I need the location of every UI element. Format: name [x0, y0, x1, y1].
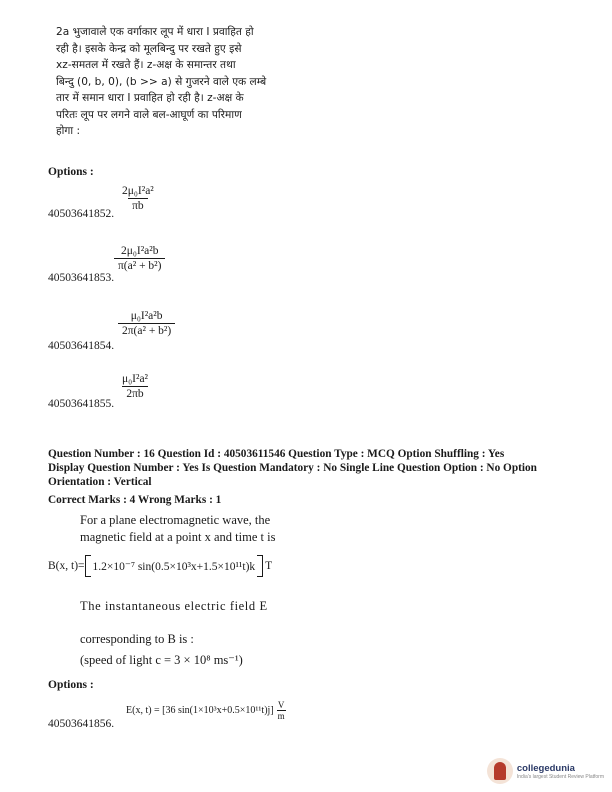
option-denominator: πb	[128, 198, 148, 212]
q16-corresponding-line: corresponding to B is :	[80, 632, 194, 646]
q15-option-1-formula	[118, 185, 158, 212]
equation-unit: T	[265, 560, 273, 572]
q16-meta-line: Orientation : Vertical	[48, 476, 152, 488]
q16-option-1-formula	[126, 700, 286, 721]
brand-tagline: India's largest Student Review Platform	[516, 773, 604, 780]
q16-efield-line: The instantaneous electric field E	[80, 599, 268, 613]
equation-body: 1.2×10⁻⁷ sin(0.5×10³x+1.5×10¹¹t)k	[92, 561, 256, 573]
question-15-text	[56, 24, 296, 140]
q15-options-label: Options :	[48, 166, 94, 178]
q15-line: बिन्दु (0, b, 0), (b >> a) से गुजरने वाले एक लम्बे	[56, 75, 267, 88]
equation-lhs: B(x, t)=	[48, 560, 85, 572]
q16-meta-line: Question Number : 16 Question Id : 40503611546 Question Type : MCQ Option Shuffling : Yes	[48, 448, 505, 460]
q15-option-2-formula	[114, 245, 165, 272]
brand-name: collegedunia	[516, 762, 575, 774]
q16-meta-line: Display Question Number : Yes Is Question Mandatory : No Single Line Question Option : No Option	[48, 462, 537, 474]
q16-option-1-id: 40503641856.	[48, 718, 115, 730]
option-numerator: μ₀I²a²b	[130, 310, 163, 322]
q16-stem	[80, 512, 350, 546]
option-denominator: 2π(a² + b²)	[118, 323, 175, 337]
q15-option-4-formula	[118, 373, 152, 400]
q15-option-4-id: 40503641855.	[48, 398, 115, 410]
q15-line: xz-समतल में रखते हैं। z-अक्ष के समान्तर तथा	[56, 59, 236, 71]
q15-option-3-id: 40503641854.	[48, 340, 115, 352]
q15-line: होगा :	[56, 125, 81, 137]
q16-stem-line: magnetic field at a point x and time t is	[80, 530, 276, 544]
q16-metadata	[48, 447, 588, 489]
option-denominator: π(a² + b²)	[114, 258, 165, 272]
option-equation: E(x, t) = [36 sin(1×10³x+0.5×10¹¹t)j]	[126, 705, 274, 716]
option-denominator: 2πb	[122, 386, 147, 400]
unit-fraction	[277, 700, 286, 721]
q16-magnetic-field-equation	[48, 555, 272, 577]
option-numerator: 2μ₀I²a²	[122, 185, 154, 197]
q15-option-1-id: 40503641852.	[48, 208, 115, 220]
q16-speed-line: (speed of light c = 3 × 10⁸ ms⁻¹)	[80, 653, 243, 667]
q15-option-3-formula	[118, 310, 175, 337]
logo-mark-icon	[487, 758, 513, 784]
collegedunia-logo	[487, 758, 604, 784]
unit-denominator: m	[277, 711, 285, 721]
option-numerator: 2μ₀I²a²b	[120, 245, 159, 257]
q15-line: 2a भुजावाले एक वर्गाकार लूप में धारा I प्रवाहित हो	[56, 26, 254, 38]
q16-options-label: Options :	[48, 679, 94, 691]
q15-line: परितः लूप पर लगने वाले बल-आघूर्ण का परिमाण	[56, 108, 242, 121]
q15-line: रही है। इसके केन्द्र को मूलबिन्दु पर रखते हुए इसे	[56, 42, 242, 55]
q16-marks: Correct Marks : 4 Wrong Marks : 1	[48, 494, 222, 506]
q16-stem-line: For a plane electromagnetic wave, the	[80, 513, 271, 527]
q15-line: तार में समान धारा I प्रवाहित हो रही है। z-अक्ष के	[56, 92, 244, 104]
option-numerator: μ₀I²a²	[122, 373, 149, 385]
q15-option-2-id: 40503641853.	[48, 272, 115, 284]
unit-numerator: V	[277, 700, 285, 710]
